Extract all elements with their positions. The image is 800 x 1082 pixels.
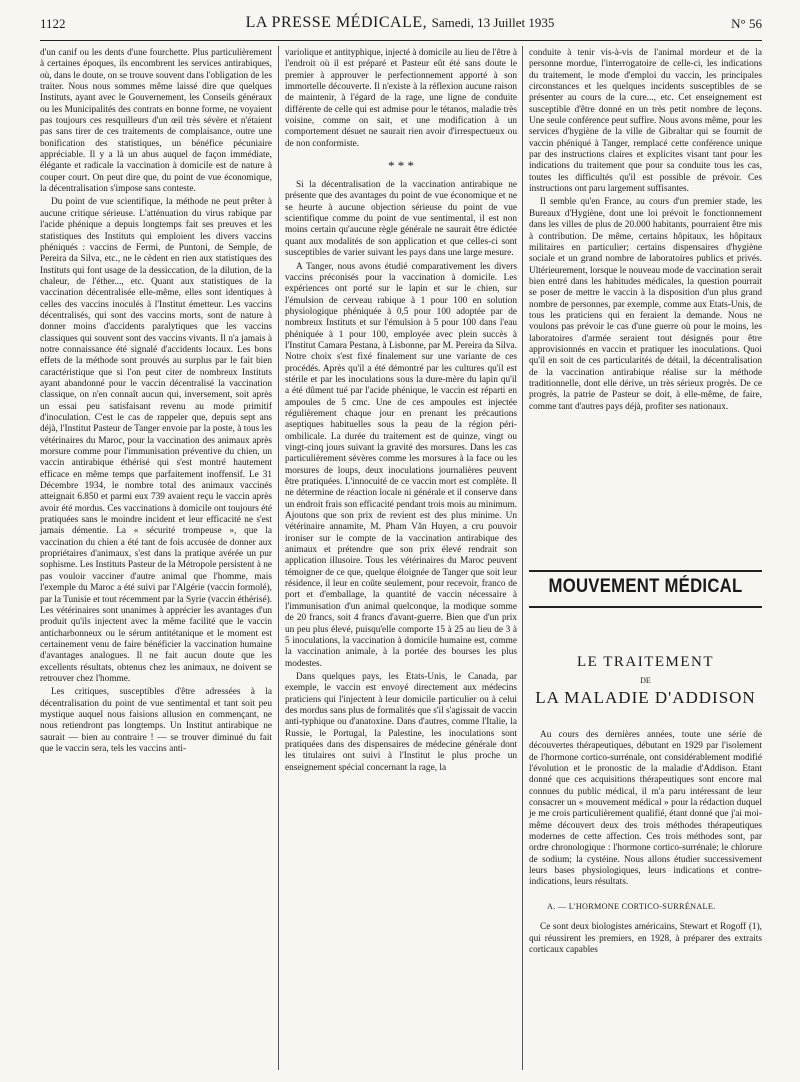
section-heading	[529, 576, 762, 598]
paragraph: Ce sont deux biologistes américains, Stewart et Rogoff (1), qui réussirent les premiers, en 1928, à préparer des extraits corticaux capables	[529, 922, 762, 955]
subsection-heading: A. — L'HORMONE CORTICO-SURRÉNALE.	[547, 901, 716, 911]
page-header	[40, 10, 762, 36]
paragraph: Les critiques, susceptibles d'être adressées à la décentralisation du point de vue sentimental et tant soit peu mystique auquel nous faisions allusion en commençant, ne nous retiendront pas longtemps. Un Institut antirabique ne saurait — bien au contraire ! — se trouver diminué du fait que le vaccin sera, tels les vaccins anti-	[40, 687, 272, 754]
article-title-line2: LA MALADIE D'ADDISON	[535, 688, 756, 707]
paragraph: Au cours des dernières années, toute une série de découvertes thérapeutiques, débutant en 1929 par l'isolement de l'hormone cortico-surrénale, ont considérablement modifié l'évolution et le pronostic de la maladie d'Addison. Etant donné que ces acquisitions thérapeutiques sont encore mal connues du public médical, il m'a paru intéressant de leur consacrer un « mouvement médical » pour la rédaction duquel je me crois particulièrement qualifié, étant donné que j'ai moi-même découvert deux des trois méthodes thérapeutiques modernes de cette affection. Ces trois méthodes sont, par ordre chronologique : l'hormone cortico-surrénale; le chlorure de sodium; la cystéine. Nous allons étudier successivement leurs bases physiologiques, leurs indications et contre-indications, leurs résultats.	[529, 730, 762, 888]
paragraph: Il semble qu'en France, au cours d'un premier stade, les Bureaux d'Hygiène, dont une loi prévoit le fonctionnement dans les villes de plus de 20.000 habitants, pourraient être mis à contribution. De même, certains hôpitaux, les hôpitaux militaires en particulier; certains dispensaires d'hygiène sociale et un grand nombre de laboratoires publics et privés. Ultérieurement, lorsque le nouveau mode de vaccination serait bien entré dans les habitudes médicales, la question pourrait se poser de mettre le vaccin à la disposition d'un plus grand nombre de personnes, par exemple, comme aux Etats-Unis, de tous les praticiens qui en feraient la demande. Nous ne voulons pas prévoir le cas d'une guerre où pour le moins, les laboratoires d'armée seraient tout désignés pour être approvisionnés en vaccin et pratiquer les inoculations. Quoi qu'il en soit de ces particularités de détail, la décentralisation de la vaccination antirabique réalise sur la méthode traditionnelle, dont elle dérive, un très sérieux progrès. De ce progrès, la patrie de Pasteur se doit, à elle-même, de faire, comme tant d'autres pays déjà, profiter ses nationaux.	[529, 197, 762, 412]
article-title-de: DE	[640, 676, 651, 685]
column-3	[529, 48, 762, 415]
paragraph: variolique et antityphique, injecté à domicile au lieu de l'être à l'endroit où il est préparé et Pasteur eût été sans doute le premier à approuver le perfectionnement apporté à son immortelle découverte. Il n'existe à la réflexion aucune raison de maintenir, à l'égard de la rage, une ligne de conduite différente de celle qui est admise pour le tétanos, maladie très voisine, comme on sait, et une modification à un comportement désuet ne saurait rien avoir d'irrespectueux ou de non conformiste.	[285, 48, 517, 149]
paragraph: A Tanger, nous avons étudié comparativement les divers vaccins préconisés pour la vaccination à domicile. Les expériences ont porté sur le lapin et sur le chien, sur l'émulsion de cerveau rabique à 1 pour 100 en solution physiologique phéniquée à 0,5 pour 100 adoptée par de nombreux Instituts et sur l'émulsion à 5 pour 100 dans l'eau phéniquée à 1 pour 100, employée avec plein succès à l'Institut Camara Pestana, à Lisbonne, par M. Pereira da Silva. Notre choix s'est fixé finalement sur une variante de ces procédés. Après qu'il a été démontré par les cultures qu'il est stérile et par les inoculations sous la dure-mère du lapin qu'il a été dûment tué par l'acide phénique, le vaccin est réparti en ampoules de 5 cmc. Une de ces ampoules est injectée régulièrement chaque jour en prenant les précautions aseptiques habituelles sous la peau de la région péri-ombilicale. La durée du traitement est de quinze, vingt ou vingt-cinq jours suivant la gravité des morsures. Dans les cas particulièrement sévères comme les morsures à la face ou les morsures de loups, deux inoculations journalières peuvent être pratiquées. L'innocuité de ce vaccin mort est complète. Il ne détermine de réaction locale ni générale et il conserve dans un endroit frais son efficacité pendant trois mois au minimum. Ajoutons que son prix de revient est des plus minime. Un vétérinaire annamite, M. Pham Văn Huyen, a cru pouvoir ironiser sur le compte de la vaccination antirabique des animaux et prétendre que son prix élevé rendrait son application illusoire. Tous les vétérinaires du Maroc peuvent témoigner de ce que, quelque éloignée de Tanger que soit leur résidence, il leur en coûte seulement, pour recevoir, franco de port et d'emballage, la quantité de vaccin nécessaire à l'immunisation d'un animal quelconque, la modique somme de 20 francs, soit 4 francs d'avant-guerre. Bien que d'un prix un peu plus élevé, puisqu'elle comporte 15 à 25 au lieu de 3 à 5 inoculations, la vaccination à domicile humaine est, comme la vaccination animale, à la portée des bourses les plus modestes.	[285, 261, 517, 669]
page-number: 1122	[40, 16, 66, 31]
issue-date: Samedi, 13 Juillet 1935	[431, 15, 555, 30]
paragraph: Si la décentralisation de la vaccination antirabique ne présente que des avantages du point de vue économique et ne se heurte à aucune objection sérieuse du point de vue scientifique comme du point de vue sentimental, il est non moins certain qu'aucune règle générale ne saurait être édictée quant aux modalités de son application et que celles-ci sont susceptibles de varier suivant les pays dans une large mesure.	[285, 180, 517, 259]
section-title: MOUVEMENT MÉDICAL	[548, 576, 743, 597]
journal-name: LA PRESSE MÉDICALE,	[245, 14, 428, 31]
paragraph: Dans quelques pays, les Etats-Unis, le Canada, par exemple, le vaccin est envoyé directement aux médecins praticiens qui l'injectent à leur domicile particulier ou à celui des mordus sans plus de formalités que s'il s'agissait de vaccin anti-typhique ou d'anatoxine. Dans d'autres, comme l'Italie, la Russie, le Portugal, la Palestine, les inoculations sont pratiquées dans des dispensaires de médecine générale dont les titulaires ont suivi à l'Institut le plus proche un enseignement spécial concernant la rage, la	[285, 671, 517, 773]
article-body	[529, 730, 762, 958]
column-rule-1	[278, 46, 279, 1070]
paragraph: d'un canif ou les dents d'une fourchette. Plus particulièrement à certaines époques, ils encombrent les services antirabiques, où, dans le doute, on se trouve souvent dans l'obligation de les traiter. Nous nous sommes même laissé dire que quelques Instituts, ayant avec le Gouvernement, les Conseils généraux ou les Municipalités des contrats en bonne forme, ne voyaient pas toujours ces resquilleurs d'un œil très sévère et n'étaient pas sans tirer de ces traitements de complaisance, outre une bonification des statistiques, un bénéfice pécuniaire appréciable. Il y a là un abus auquel de façon immédiate, élégante et radicale la vaccination à domicile est de nature à couper court. On peut dire que, du point de vue économique, la décentralisation s'impose sans conteste.	[40, 48, 272, 195]
column-2	[285, 48, 517, 776]
section-rule-bottom	[529, 606, 762, 608]
issue-number: N° 56	[731, 16, 762, 31]
paragraph: Du point de vue scientifique, la méthode ne peut prêter à aucune critique sérieuse. L'atténuation du virus rabique par l'acide phénique a depuis longtemps fait ses preuves et les statistiques des Instituts qui emploient les divers vaccins phéniqués : vaccins de Fermi, de Puntoni, de Semple, de Pereira da Silva, etc., ne le cèdent en rien aux statistiques des Instituts qui font usage de la dessiccation, de la dilution, de la chaleur, de l'éther..., etc. Quant aux statistiques de la vaccination décentralisée elle-même, elles sont identiques à celles des vaccins inoculés à l'Institut émetteur. Les vaccins décentralisés, qui sont des vaccins morts, sont de nature à donner moins d'accidents paralytiques que les vaccins classiques qui souvent sont des vaccins vivants. Il n'a jamais à notre connaissance été signalé d'accidents locaux. Les bons effets de la méthode sont prouvés au surplus par le fait bien caractéristique que si l'on peut citer de nombreux Instituts ayant abandonné pour le vaccin décentralisé la vaccination classique, on n'en connaît aucun qui, inversement, soit après un essai peu satisfaisant revenu au mode primitif d'inoculation. C'est le cas de rappeler que, depuis sept ans déjà, l'Institut Pasteur de Tanger envoie par la poste, à tous les vétérinaires du Maroc, pour la vaccination des animaux après morsure comme pour l'immunisation préventive du chien, un vaccin antirabique éthérisé qui s'est montré hautement efficace en même temps que parfaitement inoffensif. Le 31 Décembre 1934, le nombre total des animaux vaccinés atteignait 6.850 et parmi eux 739 avaient reçu le vaccin après avoir été mordus. Ces vaccinations à domicile ont toujours été pratiquées sans le moindre incident et leur efficacité ne s'est jamais démentie. La « sécurité trompeuse », que la vaccination du chien a été tant de fois accusée de donner aux propriétaires d'animaux, s'est dans la pratique avérée un pur sophisme. Les Instituts Pasteur de la Métropole persistent à ne pas vouloir vacciner d'autre animal que l'homme, mais l'exemple du Maroc a été suivi par l'Algérie (vaccin formolé), par la Tunisie et tout récemment par la Syrie (vaccin éthérisé). Les vétérinaires sont unanimes à apprécier les avantages d'un produit qu'ils injectent avec la même facilité que le vaccin anticharbonneux ou le sérum antitétanique et le moment est certainement venu de faire bénéficier la vaccination humaine d'avantages analogues. Il ne fait aucun doute que les excellents résultats, obtenus chez les animaux, ne doivent se retrouver chez l'homme.	[40, 197, 272, 684]
column-1	[40, 48, 272, 757]
paragraph: conduite à tenir vis-à-vis de l'animal mordeur et de la personne mordue, l'interrogatoire de celle-ci, les indications du traitement, le mode d'emploi du vaccin, les principales circonstances et les quelques incidents susceptibles de se présenter au cours de la cure..., etc. Cet enseignement est susceptible d'être donné en un très petit nombre de leçons. Une seule conférence peut suffire. Nous avons même, pour les services d'hygiène de la ville de Gibraltar qui se fournit de vaccin phéniqué à Tanger, remplacé cette conférence unique par des instructions claires et explicites visant tant pour les indications du traitement que pour sa conduite tous les cas, toutes les difficultés qu'il est possible de prévoir. Ces instructions ont paru largement suffisantes.	[529, 48, 762, 195]
section-break-stars: * * *	[388, 158, 414, 174]
journal-masthead	[160, 14, 640, 32]
header-rule	[40, 40, 762, 41]
section-rule-top	[529, 570, 762, 572]
article-title-line1: LE TRAITEMENT	[576, 654, 715, 670]
column-rule-2	[522, 46, 523, 1070]
